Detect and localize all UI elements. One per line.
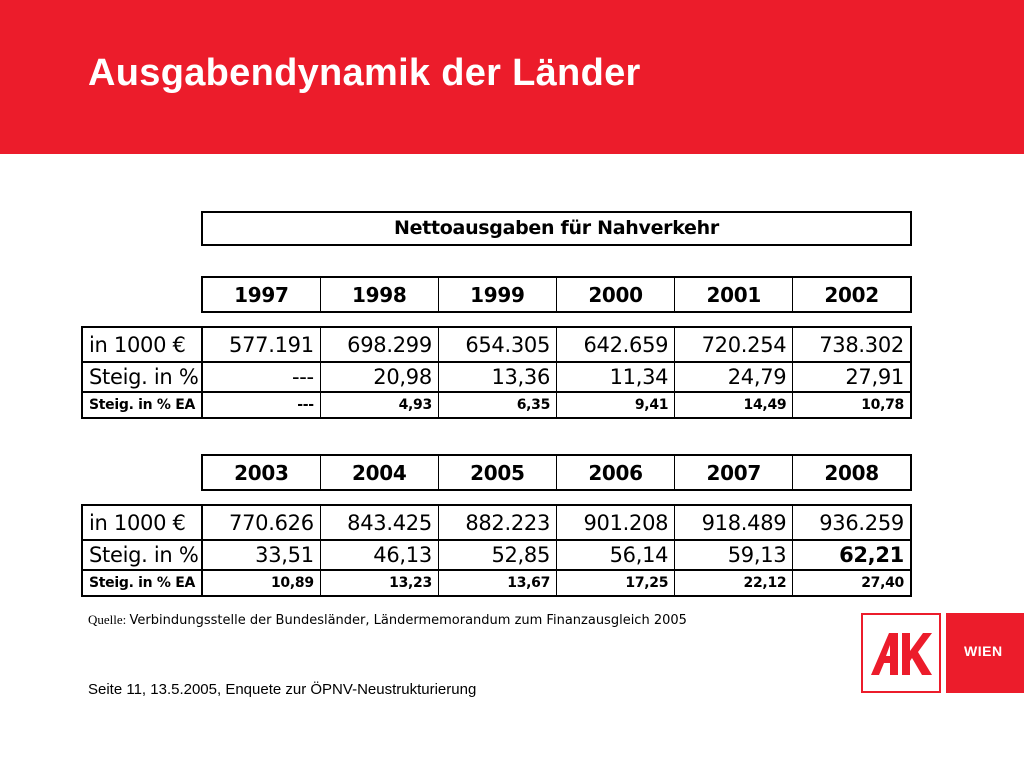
value-cell: 14,49 (675, 392, 793, 418)
value-cell: 642.659 (557, 327, 675, 362)
value-cell: 24,79 (675, 362, 793, 392)
value-cell: 52,85 (438, 540, 556, 570)
value-cell: 770.626 (202, 505, 320, 540)
value-cell: 698.299 (320, 327, 438, 362)
row-label: Steig. in % EA (82, 570, 202, 596)
footer-text: Seite 11, 13.5.2005, Enquete zur ÖPNV-Neustrukturierung (88, 681, 477, 698)
values-table-2 (81, 504, 912, 597)
value-cell: 27,91 (793, 362, 911, 392)
table-row (82, 362, 911, 392)
year-header-row-1 (201, 276, 912, 313)
wien-logo-text: WIEN (964, 643, 1003, 659)
value-cell: 10,89 (202, 570, 320, 596)
value-cell: 13,36 (438, 362, 556, 392)
source-note (88, 612, 687, 628)
values-table-1 (81, 326, 912, 419)
year-cell: 2008 (793, 455, 911, 490)
value-cell: 13,23 (320, 570, 438, 596)
value-cell: 17,25 (557, 570, 675, 596)
value-cell: 577.191 (202, 327, 320, 362)
row-label: Steig. in % (82, 540, 202, 570)
year-cell: 1997 (202, 277, 320, 312)
year-cell: 2002 (793, 277, 911, 312)
year-cell: 2003 (202, 455, 320, 490)
row-label: in 1000 € (82, 505, 202, 540)
year-cell: 2000 (556, 277, 674, 312)
wien-logo (946, 613, 1024, 693)
value-cell: --- (202, 362, 320, 392)
value-cell: 6,35 (438, 392, 556, 418)
table-row (82, 392, 911, 418)
row-label: Steig. in % (82, 362, 202, 392)
year-cell: 1999 (438, 277, 556, 312)
value-cell: 33,51 (202, 540, 320, 570)
source-label: Quelle: (88, 612, 130, 627)
source-text: Verbindungsstelle der Bundesländer, Ländermemorandum zum Finanzausgleich 2005 (129, 613, 687, 628)
value-cell: 62,21 (793, 540, 911, 570)
year-cell: 2004 (320, 455, 438, 490)
value-cell: 13,67 (438, 570, 556, 596)
table-row (82, 570, 911, 596)
value-cell: 654.305 (438, 327, 556, 362)
value-cell: 46,13 (320, 540, 438, 570)
year-cell: 1998 (320, 277, 438, 312)
value-cell: 22,12 (675, 570, 793, 596)
value-cell: 27,40 (793, 570, 911, 596)
value-cell: 56,14 (557, 540, 675, 570)
header-bar (0, 0, 1024, 154)
table-row (82, 505, 911, 540)
value-cell: 10,78 (793, 392, 911, 418)
value-cell: 738.302 (793, 327, 911, 362)
table-row (82, 540, 911, 570)
value-cell: --- (202, 392, 320, 418)
table-title: Nettoausgaben für Nahverkehr (394, 217, 719, 239)
value-cell: 4,93 (320, 392, 438, 418)
value-cell: 918.489 (675, 505, 793, 540)
page-title: Ausgabendynamik der Länder (88, 52, 641, 94)
value-cell: 720.254 (675, 327, 793, 362)
year-cell: 2005 (438, 455, 556, 490)
table-row (82, 327, 911, 362)
year-cell: 2007 (675, 455, 793, 490)
value-cell: 901.208 (557, 505, 675, 540)
row-label: Steig. in % EA (82, 392, 202, 418)
ak-logo (861, 613, 941, 693)
table-title-box (201, 211, 912, 246)
year-cell: 2001 (675, 277, 793, 312)
year-cell: 2006 (556, 455, 674, 490)
row-label: in 1000 € (82, 327, 202, 362)
value-cell: 936.259 (793, 505, 911, 540)
ak-logo-icon (869, 631, 933, 677)
value-cell: 9,41 (557, 392, 675, 418)
year-header-row-2 (201, 454, 912, 491)
value-cell: 882.223 (438, 505, 556, 540)
value-cell: 20,98 (320, 362, 438, 392)
value-cell: 11,34 (557, 362, 675, 392)
value-cell: 843.425 (320, 505, 438, 540)
value-cell: 59,13 (675, 540, 793, 570)
